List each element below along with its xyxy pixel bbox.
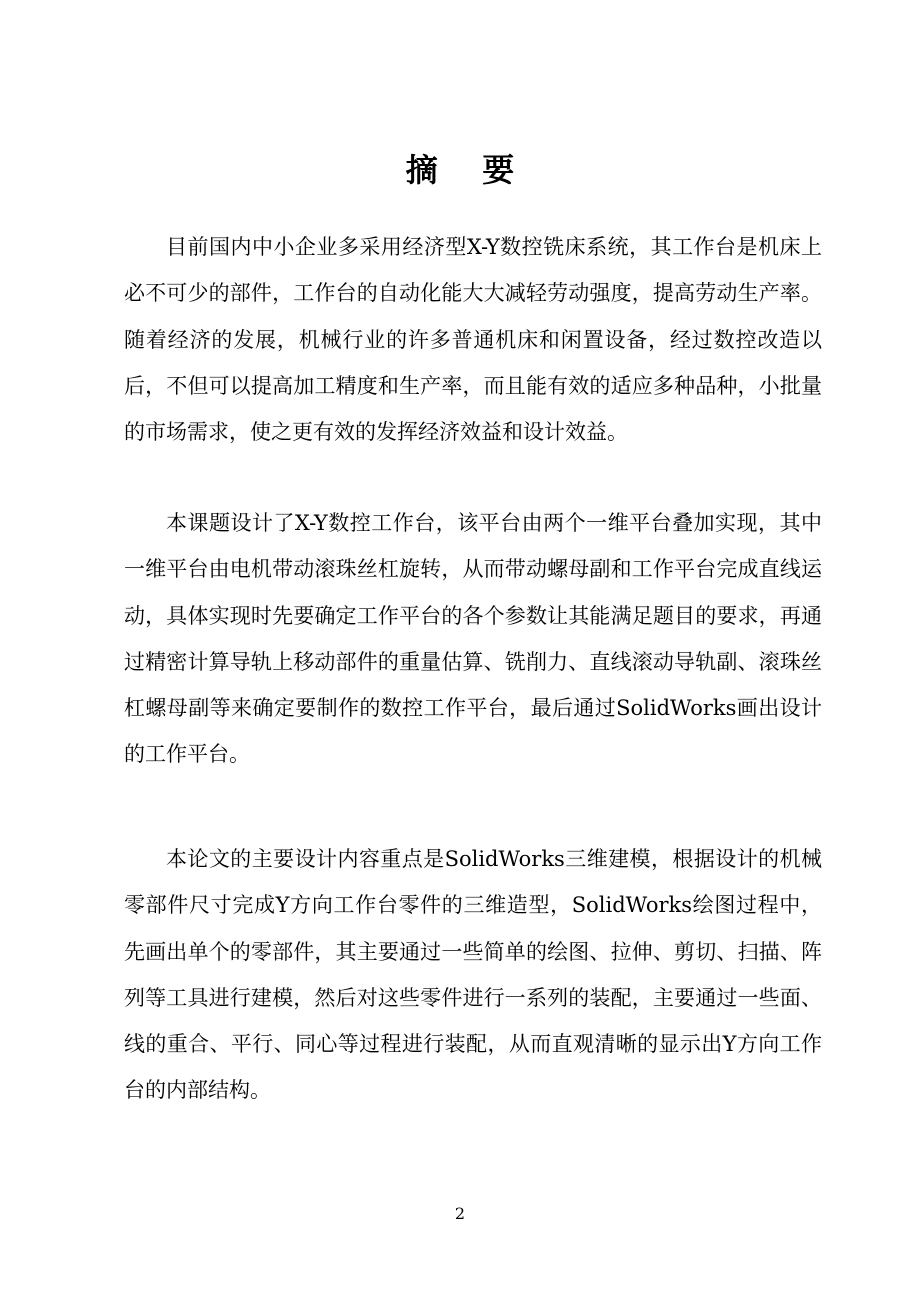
abstract-paragraph-3: 本论文的主要设计内容重点是SolidWorks三维建模，根据设计的机械零部件尺寸完成Y方向工作台零件的三维造型，SolidWorks绘图过程中，先画出单个的零部件，其主要通过一些简单的绘图、拉伸、剪切、扫描、阵列等工具进行建模，然后对这些零件进行一系列的装配，主要通过一些面、线的重合、平行、同心等过程进行装配，从而直观清晰的显示出Y方向工作台的内部结构。 xyxy=(124,847,822,1103)
abstract-paragraph-1: 目前国内中小企业多采用经济型X-Y数控铣床系统，其工作台是机床上必不可少的部件，工作台的自动化能大大减轻劳动强度，提高劳动生产率。随着经济的发展，机械行业的许多普通机床和闲置设备，经过数控改造以后，不但可以提高加工精度和生产率，而且能有效的适应多种品种，小批量的市场需求，使之更有效的发挥经济效益和设计效益。 xyxy=(124,235,822,445)
abstract-paragraph-2: 本课题设计了X-Y数控工作台，该平台由两个一维平台叠加实现，其中一维平台由电机带动滚珠丝杠旋转，从而带动螺母副和工作平台完成直线运动，具体实现时先要确定工作平台的各个参数让其能满足题目的要求，再通过精密计算导轨上移动部件的重量估算、铣削力、直线滚动导轨副、滚珠丝杠螺母副等来确定要制作的数控工作平台，最后通过SolidWorks画出设计的工作平台。 xyxy=(124,511,822,767)
page-number: 2 xyxy=(454,1204,466,1223)
abstract-title: 摘 要 xyxy=(405,151,515,189)
abstract-body-2 xyxy=(124,500,822,778)
abstract-body-3 xyxy=(124,836,822,1114)
abstract-body xyxy=(124,224,822,455)
